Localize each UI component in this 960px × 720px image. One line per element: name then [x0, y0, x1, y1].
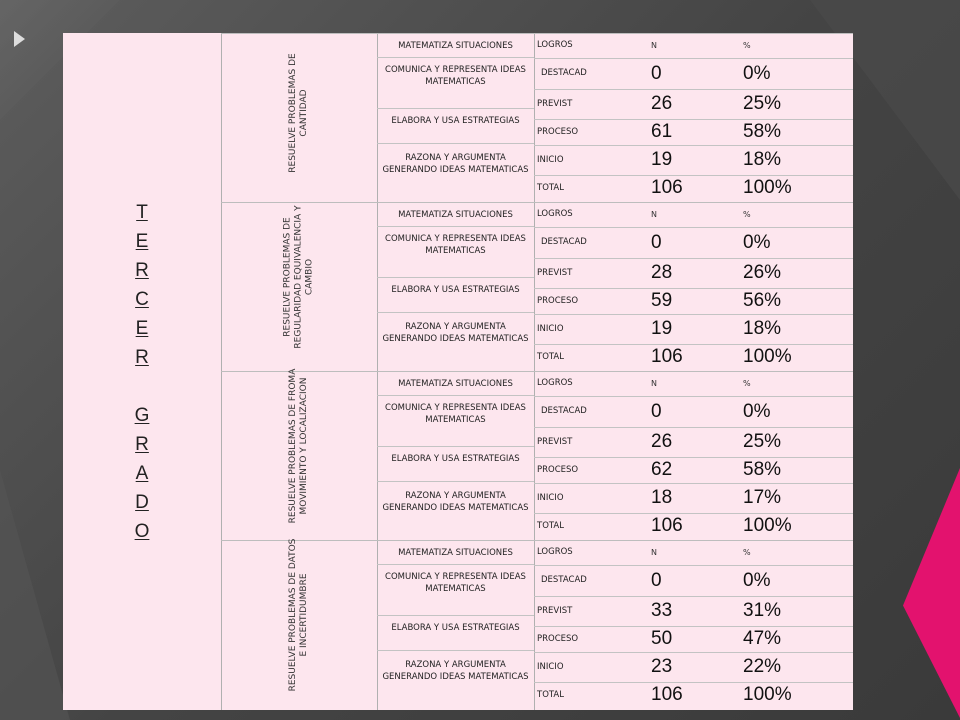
- capacity-label: COMUNICA Y REPRESENTA IDEAS MATEMATICAS: [385, 234, 526, 256]
- row-divider: [534, 596, 853, 597]
- row-divider: [534, 457, 853, 458]
- row-divider: [377, 312, 534, 313]
- table-header-row: [534, 371, 853, 396]
- level-label: TOTAL: [537, 183, 564, 193]
- row-divider: [377, 57, 534, 58]
- row-divider: [534, 427, 853, 428]
- grade-letter: O: [134, 520, 150, 542]
- count-cell: 106: [651, 177, 683, 198]
- results-table: [63, 33, 853, 710]
- percent-cell: 56%: [743, 290, 782, 311]
- capacity-label: RAZONA Y ARGUMENTA GENERANDO IDEAS MATEMATICAS: [382, 491, 529, 513]
- count-cell: 0: [651, 401, 662, 422]
- percent-cell: 22%: [743, 656, 782, 677]
- table-row: [534, 344, 853, 370]
- table-header-row: [534, 33, 853, 58]
- grade-label: [63, 33, 221, 710]
- level-label: DESTACAD: [541, 575, 587, 585]
- grade-letter: C: [135, 288, 149, 310]
- table-header-row: [534, 540, 853, 565]
- percent-cell: 58%: [743, 121, 782, 142]
- row-divider: [377, 446, 534, 447]
- table-row: [534, 145, 853, 175]
- competency-label: RESUELVE PROBLEMAS DE FROMA MOVIMIENTO Y LOCALIZACION: [288, 368, 309, 524]
- competency-block: [221, 540, 853, 708]
- row-divider: [534, 145, 853, 146]
- level-label: INICIO: [537, 324, 564, 334]
- count-cell: 0: [651, 63, 662, 84]
- table-row: [534, 457, 853, 483]
- percent-cell: 100%: [743, 346, 792, 367]
- capacity-label: MATEMATIZA SITUACIONES: [398, 548, 513, 558]
- count-cell: 28: [651, 262, 673, 283]
- capacity-label: COMUNICA Y REPRESENTA IDEAS MATEMATICAS: [385, 572, 526, 594]
- capacity-label: ELABORA Y USA ESTRATEGIAS: [391, 623, 520, 633]
- count-cell: 26: [651, 431, 673, 452]
- level-label: LOGROS: [537, 40, 573, 50]
- count-cell: 61: [651, 121, 673, 142]
- row-divider: [377, 615, 534, 616]
- table-row: [534, 427, 853, 457]
- count-cell: 59: [651, 290, 673, 311]
- capacity-label: COMUNICA Y REPRESENTA IDEAS MATEMATICAS: [385, 65, 526, 87]
- level-label: PREVIST: [537, 606, 573, 616]
- percent-cell: 100%: [743, 515, 792, 536]
- count-cell: 33: [651, 600, 673, 621]
- level-label: PROCESO: [537, 127, 579, 137]
- table-row: [534, 314, 853, 344]
- row-divider: [534, 652, 853, 653]
- competency-block: [221, 368, 853, 539]
- level-label: LOGROS: [537, 378, 573, 388]
- percent-cell: %: [743, 210, 751, 219]
- row-divider: [377, 143, 534, 144]
- count-cell: N: [651, 379, 657, 388]
- percent-cell: 0%: [743, 63, 771, 84]
- count-cell: 106: [651, 346, 683, 367]
- competency-block: [221, 33, 853, 201]
- table-row: [534, 58, 853, 89]
- grade-letter: R: [135, 433, 149, 455]
- count-cell: 50: [651, 628, 673, 649]
- level-label: TOTAL: [537, 352, 564, 362]
- capacity-label: MATEMATIZA SITUACIONES: [398, 41, 513, 51]
- count-cell: 19: [651, 318, 673, 339]
- bullet-arrow-icon: [14, 31, 25, 47]
- competency-block: [221, 202, 853, 370]
- level-label: PREVIST: [537, 268, 573, 278]
- row-divider: [534, 89, 853, 90]
- grade-letter: A: [135, 462, 149, 484]
- row-divider: [377, 650, 534, 651]
- row-divider: [534, 175, 853, 176]
- capacity-label: RAZONA Y ARGUMENTA GENERANDO IDEAS MATEMATICAS: [382, 660, 529, 682]
- level-label: DESTACAD: [541, 68, 587, 78]
- table-row: [534, 565, 853, 596]
- row-divider: [534, 288, 853, 289]
- count-cell: 19: [651, 149, 673, 170]
- table-row: [534, 682, 853, 708]
- row-divider: [377, 395, 534, 396]
- grade-letter: R: [135, 346, 149, 368]
- level-label: PROCESO: [537, 634, 579, 644]
- level-label: PROCESO: [537, 465, 579, 475]
- count-cell: 18: [651, 487, 673, 508]
- row-divider: [534, 626, 853, 627]
- percent-cell: 18%: [743, 318, 782, 339]
- table-row: [534, 513, 853, 539]
- capacity-label: RAZONA Y ARGUMENTA GENERANDO IDEAS MATEMATICAS: [382, 322, 529, 344]
- capacity-label: ELABORA Y USA ESTRATEGIAS: [391, 285, 520, 295]
- level-label: INICIO: [537, 155, 564, 165]
- count-cell: N: [651, 210, 657, 219]
- row-divider: [377, 564, 534, 565]
- row-divider: [534, 314, 853, 315]
- table-row: [534, 483, 853, 513]
- competency-label: RESUELVE PROBLEMAS DE REGULARIDAD EQUIVALENCIA Y CAMBIO: [282, 205, 315, 349]
- grade-letter: G: [134, 404, 150, 426]
- capacity-label: MATEMATIZA SITUACIONES: [398, 379, 513, 389]
- capacity-label: ELABORA Y USA ESTRATEGIAS: [391, 116, 520, 126]
- count-cell: N: [651, 41, 657, 50]
- table-row: [534, 89, 853, 119]
- level-label: PREVIST: [537, 99, 573, 109]
- percent-cell: 26%: [743, 262, 782, 283]
- percent-cell: 0%: [743, 401, 771, 422]
- grade-letter: D: [135, 491, 149, 513]
- percent-cell: %: [743, 379, 751, 388]
- row-divider: [534, 344, 853, 345]
- table-header-row: [534, 202, 853, 227]
- table-row: [534, 119, 853, 145]
- level-label: PROCESO: [537, 296, 579, 306]
- count-cell: 0: [651, 232, 662, 253]
- count-cell: 26: [651, 93, 673, 114]
- table-row: [534, 258, 853, 288]
- row-divider: [377, 226, 534, 227]
- count-cell: 106: [651, 684, 683, 705]
- level-label: LOGROS: [537, 547, 573, 557]
- percent-cell: 17%: [743, 487, 782, 508]
- count-cell: 106: [651, 515, 683, 536]
- background-shape: [0, 470, 70, 720]
- percent-cell: %: [743, 41, 751, 50]
- percent-cell: 58%: [743, 459, 782, 480]
- level-label: INICIO: [537, 662, 564, 672]
- grade-letter: T: [136, 201, 148, 223]
- percent-cell: 47%: [743, 628, 782, 649]
- percent-cell: 25%: [743, 93, 782, 114]
- competency-cell: [221, 202, 377, 370]
- capacity-label: ELABORA Y USA ESTRATEGIAS: [391, 454, 520, 464]
- level-label: TOTAL: [537, 521, 564, 531]
- percent-cell: 0%: [743, 232, 771, 253]
- count-cell: 0: [651, 570, 662, 591]
- percent-cell: 25%: [743, 431, 782, 452]
- row-divider: [377, 108, 534, 109]
- percent-cell: 0%: [743, 570, 771, 591]
- capacity-label: RAZONA Y ARGUMENTA GENERANDO IDEAS MATEMATICAS: [382, 153, 529, 175]
- table-row: [534, 175, 853, 201]
- grade-letter: E: [135, 230, 149, 252]
- table-row: [534, 626, 853, 652]
- count-cell: 62: [651, 459, 673, 480]
- grade-letter: E: [135, 317, 149, 339]
- percent-cell: 100%: [743, 177, 792, 198]
- level-label: DESTACAD: [541, 406, 587, 416]
- percent-cell: %: [743, 548, 751, 557]
- competency-cell: [221, 368, 377, 539]
- competency-cell: [221, 540, 377, 708]
- row-divider: [377, 481, 534, 482]
- table-row: [534, 227, 853, 258]
- level-label: LOGROS: [537, 209, 573, 219]
- competency-cell: [221, 33, 377, 201]
- row-divider: [534, 119, 853, 120]
- table-row: [534, 596, 853, 626]
- count-cell: 23: [651, 656, 673, 677]
- table-row: [534, 652, 853, 682]
- table-row: [534, 396, 853, 427]
- count-cell: N: [651, 548, 657, 557]
- capacity-label: MATEMATIZA SITUACIONES: [398, 210, 513, 220]
- row-divider: [534, 513, 853, 514]
- percent-cell: 31%: [743, 600, 782, 621]
- level-label: TOTAL: [537, 690, 564, 700]
- row-divider: [377, 277, 534, 278]
- row-divider: [534, 483, 853, 484]
- competency-label: RESUELVE PROBLEMAS DE CANTIDAD: [288, 53, 309, 173]
- grade-letter: R: [135, 259, 149, 281]
- percent-cell: 18%: [743, 149, 782, 170]
- level-label: INICIO: [537, 493, 564, 503]
- row-divider: [534, 682, 853, 683]
- capacity-label: COMUNICA Y REPRESENTA IDEAS MATEMATICAS: [385, 403, 526, 425]
- percent-cell: 100%: [743, 684, 792, 705]
- competency-label: RESUELVE PROBLEMAS DE DATOS E INCERTIDUMBRE: [288, 538, 309, 692]
- level-label: DESTACAD: [541, 237, 587, 247]
- table-row: [534, 288, 853, 314]
- level-label: PREVIST: [537, 437, 573, 447]
- row-divider: [534, 258, 853, 259]
- pink-triangle-decoration: [903, 468, 960, 718]
